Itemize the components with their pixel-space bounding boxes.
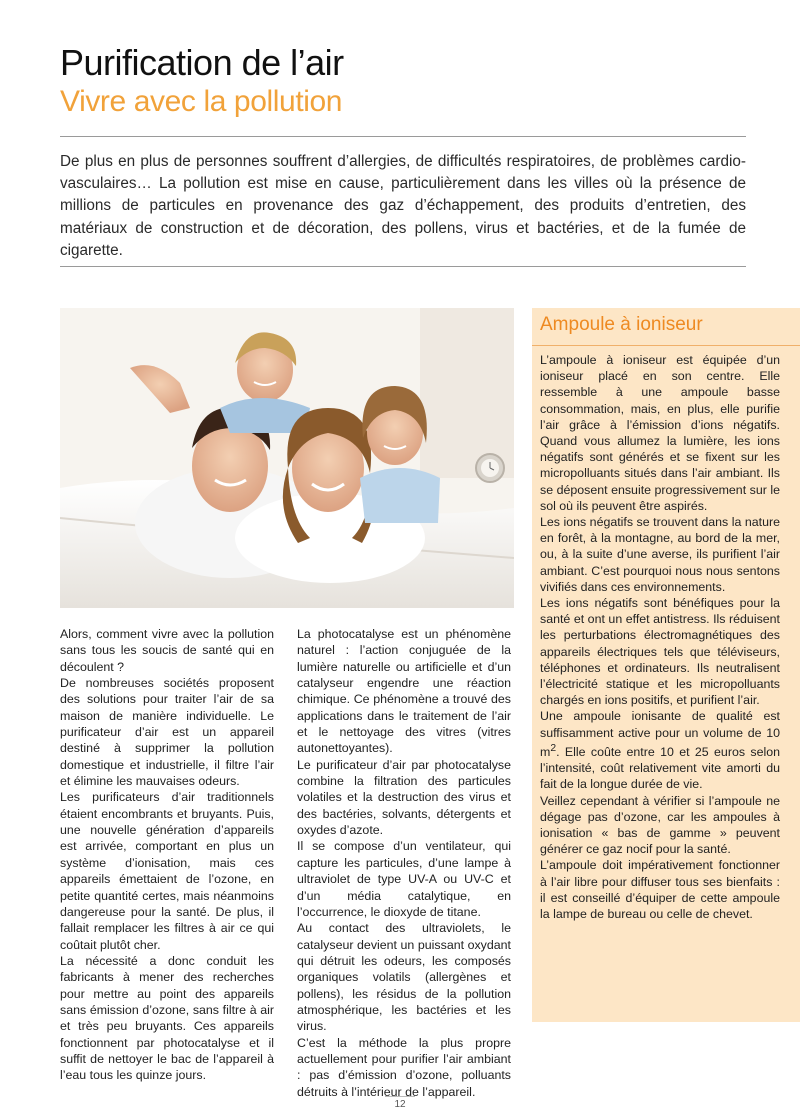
paragraph: Le purificateur d’air par photocatalyse combine la filtration des particules volatiles et la destruction des virus et des bactéries, solvants, détergents et oxydes d’azote. <box>297 757 511 838</box>
family-photo <box>60 308 514 608</box>
paragraph: Au contact des ultraviolets, le catalyseur devient un puissant oxydant qui détruit les odeurs, les composés organiques volatils (allergènes et pollens), les résidus de la pollution atmosphérique, les bactéries et les virus. <box>297 921 511 1034</box>
sidebar-title: Ampoule à ioniseur <box>540 314 703 335</box>
paragraph: De nombreuses sociétés proposent des solutions pour traiter l’air de sa maison de manière individuelle. Le purificateur d’air est un appareil destiné à supprimer la pollution domestique et industrielle, il filtre l’air et élimine les mauvaises odeurs. <box>60 676 274 789</box>
paragraph: C’est la méthode la plus propre actuellement pour purifier l’air ambiant : pas d’émission d’ozone, polluants détruits à l’intérieur de l’appareil. <box>297 1035 511 1099</box>
superscript: 2 <box>550 742 557 754</box>
paragraph: L’ampoule à ioniseur est équipée d’un ioniseur placé en son centre. Elle ressemble à une ampoule basse consommation, mais, en plus, elle purifie l’air grâce à l’émission d’ions négatifs. Quand vous allumez la lumière, les ions négatifs sont générés et se fixent sur les micropolluants situés dans l’air ambiant. Ils se déposent ensuite progressivement sur le sol où ils peuvent être aspirés. <box>540 353 780 513</box>
paragraph: Veillez cependant à vérifier si l’ampoule ne dégage pas d’ozone, car les ampoules à ionisation « bas de gamme » peuvent générer ce gaz nocif pour la santé. <box>540 793 780 857</box>
paragraph: La photocatalyse est un phénomène naturel : l’action conjuguée de la lumière naturelle ou artificielle et d’un catalyseur engendre une réaction chimique. Ce phénomène a trouvé des applications dans le traitement de l’air et le nettoyage des vitres (vitres autonettoyantes). <box>297 627 511 756</box>
text-column-middle <box>297 626 511 1100</box>
sidebar-box <box>532 308 800 1022</box>
volume-text: Une ampoule ionisante de qualité est suffisamment active pour un volume de 10 m <box>540 709 780 759</box>
volume-text-end: . Elle coûte entre 10 et 25 euros selon l’intensité, coût relativement vite amorti du fait de la longue durée de vie. <box>540 745 780 792</box>
page-number: 12 <box>385 1096 415 1110</box>
sidebar-body <box>540 352 780 922</box>
page-title: Purification de l’air <box>60 42 344 83</box>
page-subtitle: Vivre avec la pollution <box>60 85 343 118</box>
paragraph: Les ions négatifs se trouvent dans la nature en forêt, à la montagne, au bord de la mer, ou, à la suite d’une averse, ils purifient l’air ambiant. C’est pourquoi nous nous sentons vivifiés dans ces environnements. <box>540 515 780 594</box>
paragraph: Alors, comment vivre avec la pollution sans tous les soucis de santé qui en découlent ? <box>60 627 274 674</box>
paragraph <box>540 708 780 792</box>
paragraph: Il se compose d’un ventilateur, qui capture les particules, d’une lampe à ultraviolet de type UV-A ou UV-C et d’un média catalytique, en l’occurrence, le dioxyde de titane. <box>297 839 511 919</box>
paragraph: L’ampoule doit impérativement fonctionner à l’air libre pour diffuser tous ses bienfaits : il est conseillé d’équiper de cette ampoule la lampe de bureau ou celle de chevet. <box>540 858 780 922</box>
paragraph: Les purificateurs d’air traditionnels étaient encombrants et bruyants. Puis, une nouvelle génération d’appareils est arrivée, comportant en plus un système d’ionisation, mais ces appareils émettaient de l’ozone, en petite quantité certes, mais néanmoins dangereuse pour la santé. De plus, il fallait remplacer les filtres à air ce qui coûtait plutôt cher. <box>60 790 274 952</box>
text-column-left <box>60 626 274 1084</box>
paragraph: La nécessité a donc conduit les fabricants à mener des recherches pour mettre au point des appareils sans émission d’ozone, sans filtre à air et très peu bruyants. Ces appareils fonctionnent par photocatalyse et il suffit de nettoyer le bac de l’appareil à l’eau tous les quinze jours. <box>60 953 274 1083</box>
sidebar-divider <box>532 345 800 346</box>
paragraph: Les ions négatifs sont bénéfiques pour la santé et ont un effet antistress. Ils réduisent les perturbations électromagnétiques des appareils électriques tels que téléviseurs, téléphones et ordinateurs. Ils neutralisent l’électricité statique et les micropolluants chargés en ions positifs, et purifient l’air. <box>540 596 780 708</box>
top-divider <box>60 136 746 137</box>
intro-paragraph: De plus en plus de personnes souffrent d’allergies, de difficultés respiratoires, de problèmes cardio-vasculaires… La pollution est mise en cause, particulièrement dans les villes où la présence de millions de particules en provenance des gaz d’échappement, des produits d’entretien, des matériaux de construction et de décoration, des pollens, virus et bactéries, et de la fumée de cigarette. <box>60 153 746 259</box>
bottom-divider <box>60 266 746 267</box>
